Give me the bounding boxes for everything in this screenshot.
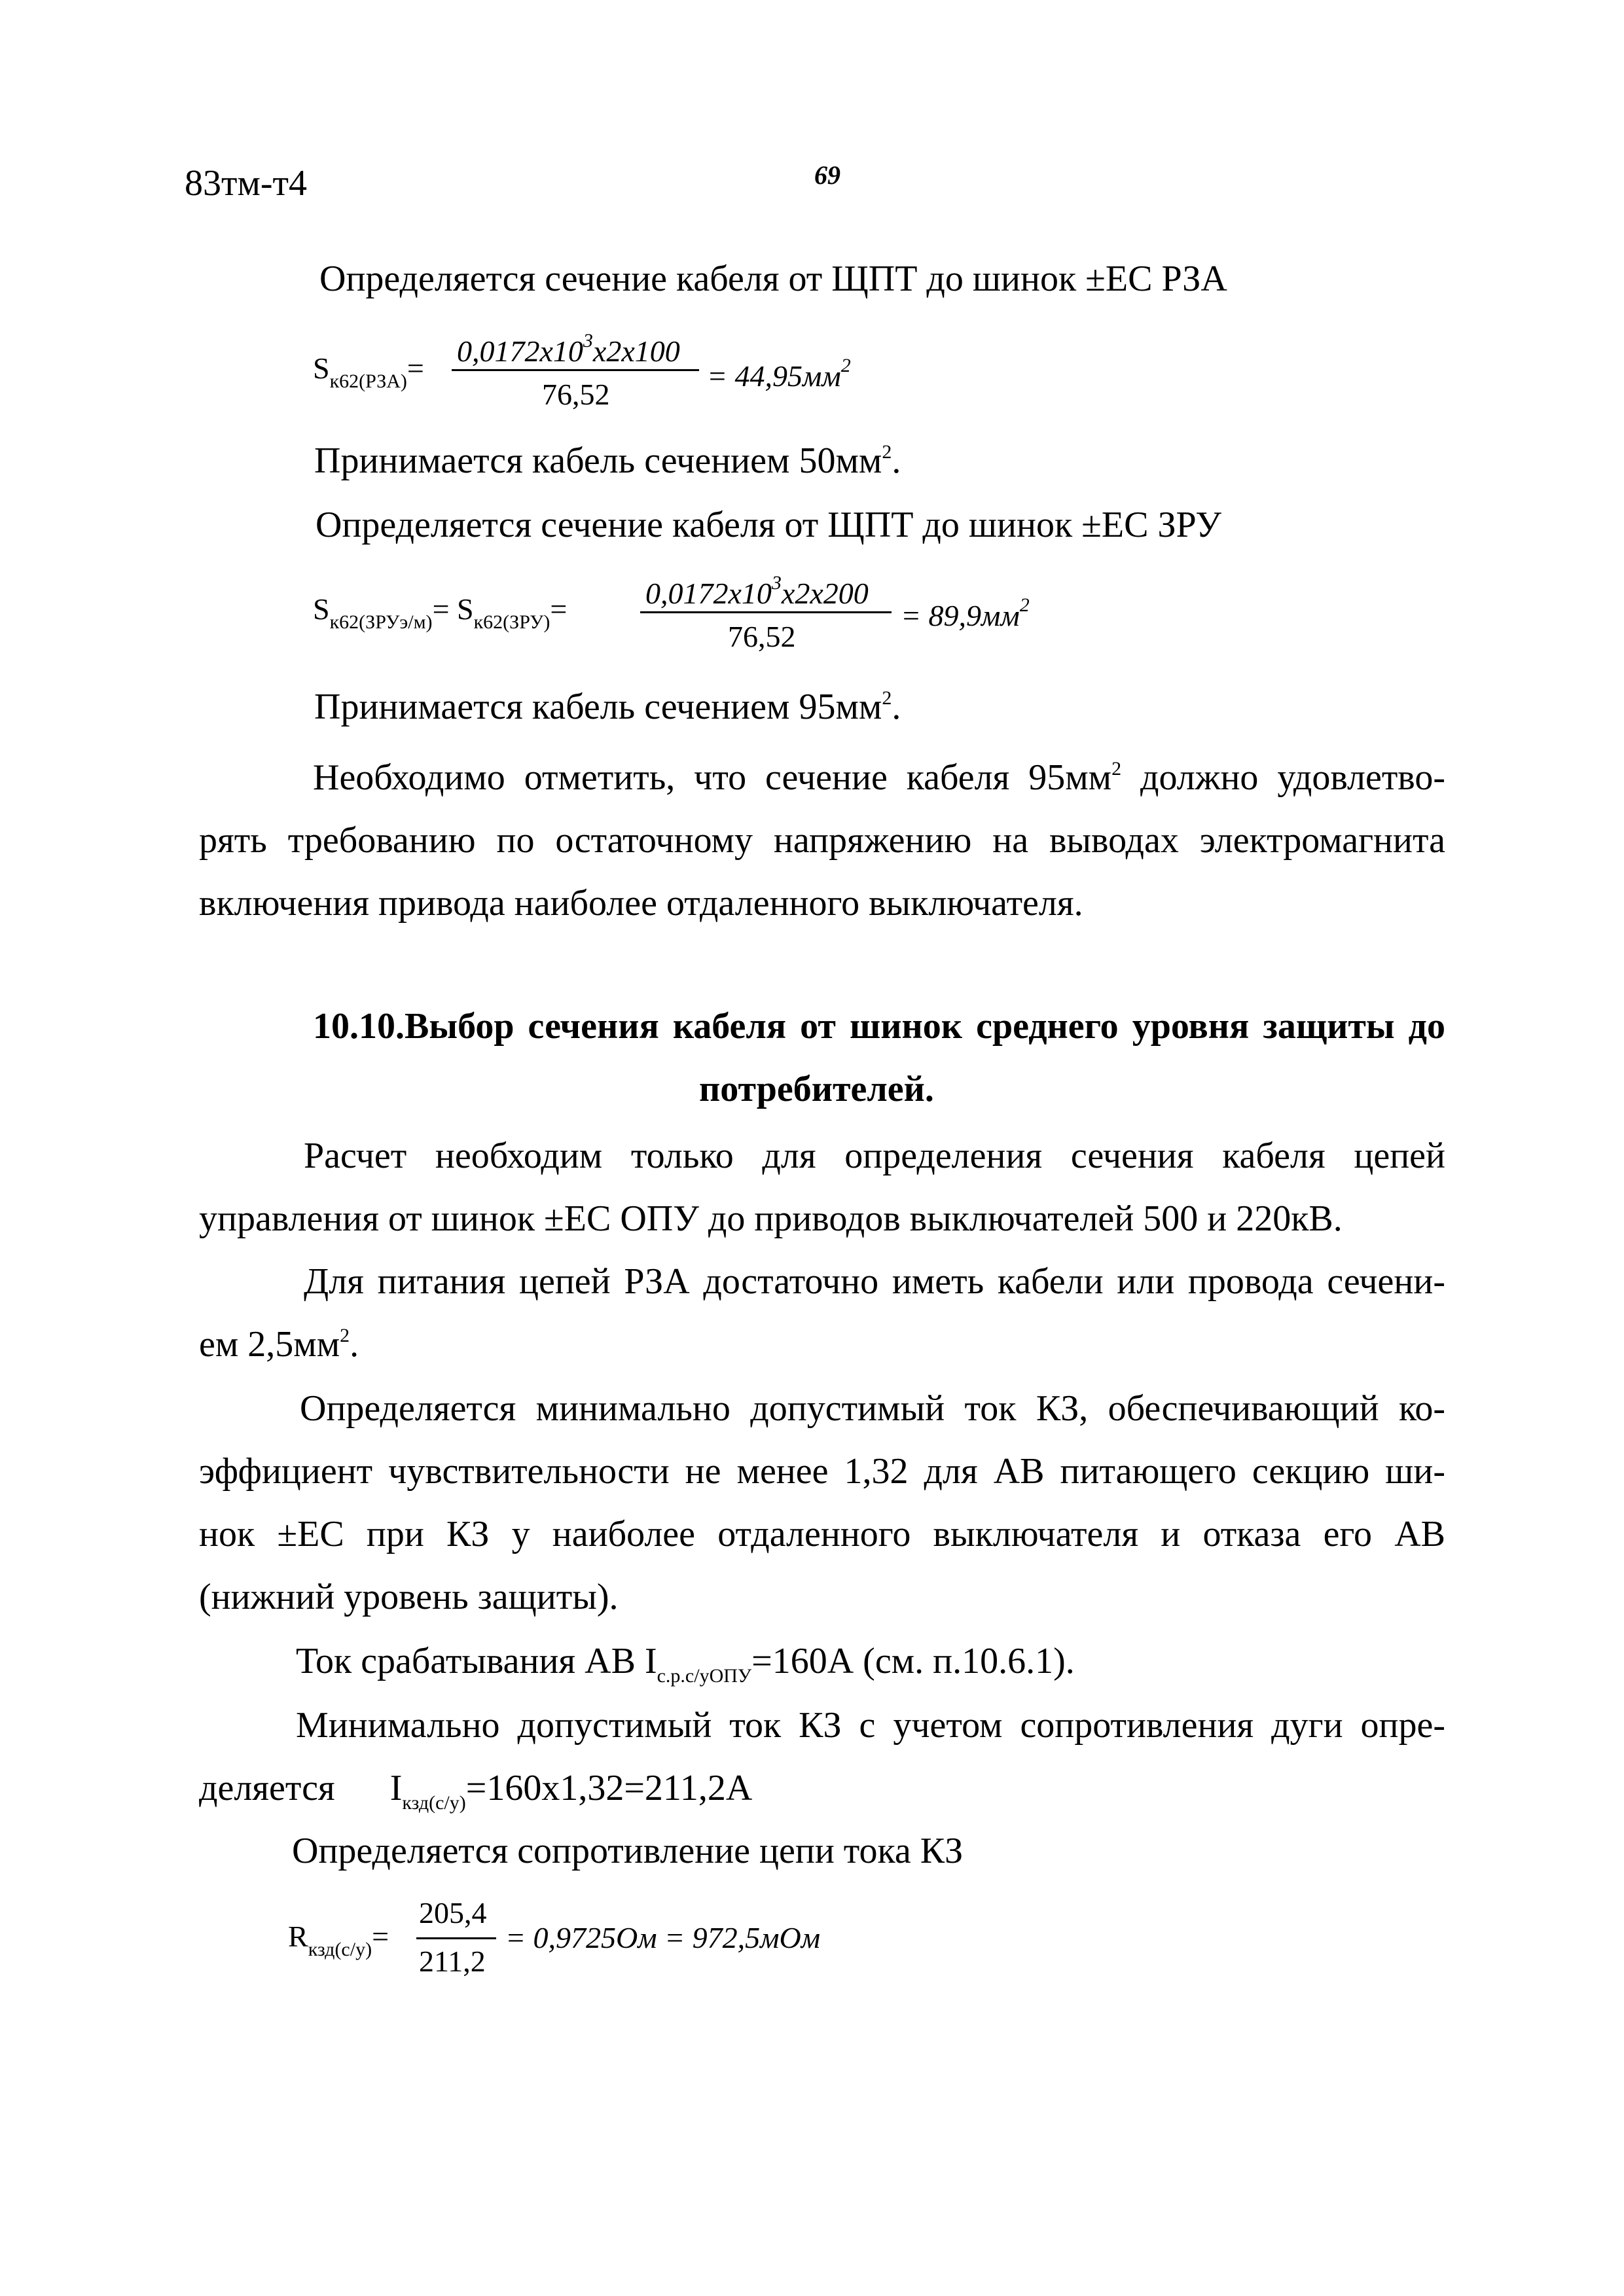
- trip-current-line: [296, 1643, 1075, 1686]
- section-title-line-2: потребителей.: [699, 1069, 934, 1109]
- f2-accepted-exp: 2: [882, 687, 892, 709]
- f2-accepted: [314, 689, 901, 725]
- min-current-subscript: кзд(с/у): [402, 1792, 466, 1814]
- document-code: 83тм-т4: [185, 163, 308, 204]
- f1-accepted: [314, 442, 901, 479]
- f2-result-value: = 89,9мм: [901, 599, 1020, 632]
- min-current-text: деляется: [199, 1768, 335, 1808]
- f1-result: [707, 356, 851, 391]
- note-line-1-exp: 2: [1111, 758, 1122, 780]
- rza-line-2-end: .: [350, 1324, 359, 1365]
- f1-lhs-subscript: к62(РЗА): [329, 370, 407, 392]
- f1-fraction-bar: [452, 369, 699, 371]
- trip-current-text-b: =160А (см. п.10.6.1).: [751, 1641, 1075, 1681]
- calc-line-2: управления от шинок ±ЕС ОПУ до приводов выключателей 500 и 220кВ.: [199, 1198, 1343, 1239]
- f2-accepted-text: Принимается кабель сечением 95мм: [314, 687, 882, 727]
- min-current-line-2: [199, 1770, 752, 1813]
- page-number: 69: [814, 160, 840, 190]
- f2-result: [901, 596, 1030, 631]
- rza-line-2-exp: 2: [340, 1325, 350, 1346]
- min-current-line-1: Минимально допустимый ток КЗ с учетом сопротивления дуги опре-: [296, 1705, 1445, 1746]
- f3-lhs-eq: =: [372, 1920, 389, 1953]
- kz-line-1: Определяется минимально допустимый ток КЗ, обеспечивающий ко-: [300, 1388, 1445, 1429]
- f2-numerator: [645, 573, 869, 609]
- f1-result-exp: 2: [840, 355, 851, 376]
- f2-result-exp: 2: [1019, 594, 1030, 616]
- section-title-line-1: 10.10.Выбор сечения кабеля от шинок среднего уровня защиты до: [313, 1006, 1445, 1047]
- f1-lhs-symbol: S: [313, 351, 330, 385]
- f2-intro: Определяется сечение кабеля от ЩПТ до шинок ±ЕС ЗРУ: [316, 505, 1221, 545]
- f3-lhs-symbol: R: [288, 1920, 308, 1953]
- f2-lhs2-symbol: S: [457, 592, 474, 626]
- f1-lhs-eq: =: [406, 351, 424, 385]
- f3-fraction-bar: [416, 1937, 496, 1939]
- f1-intro: Определяется сечение кабеля от ЩПТ до шинок ±ЕС РЗА: [319, 259, 1227, 299]
- calc-line-1: Расчет необходим только для определения сечения кабеля цепей: [304, 1136, 1445, 1176]
- f3-numerator: 205,4: [419, 1896, 487, 1929]
- f1-num-a: 0,0172x10: [457, 334, 583, 368]
- f2-denominator: 76,52: [728, 620, 796, 653]
- f2-lhs: [313, 594, 567, 632]
- kz-line-3: нок ±ЕС при КЗ у наиболее отдаленного выключателя и отказа его АВ: [199, 1514, 1445, 1554]
- rza-line-2: [199, 1326, 359, 1363]
- note-line-1: [313, 759, 1445, 796]
- note-line-3: включения привода наиболее отдаленного выключателя.: [199, 883, 1083, 924]
- rza-line-2-text: ем 2,5мм: [199, 1324, 340, 1365]
- f2-fraction-bar: [640, 611, 892, 613]
- f2-accepted-end: .: [892, 687, 901, 727]
- f2-num-exp: 3: [771, 572, 782, 594]
- kz-line-2: эффициент чувствительности не менее 1,32 для АВ питающего секцию ши-: [199, 1451, 1445, 1492]
- note-line-1a: Необходимо отметить, что сечение кабеля 95мм: [313, 757, 1112, 798]
- resistance-intro: Определяется сопротивление цепи тока КЗ: [292, 1831, 964, 1871]
- f3-denominator: 211,2: [419, 1945, 486, 1978]
- f2-num-a: 0,0172x10: [645, 577, 772, 610]
- rza-line-1: Для питания цепей РЗА достаточно иметь кабели или провода сечени-: [304, 1261, 1445, 1302]
- trip-current-subscript: с.р.с/уОПУ: [657, 1665, 752, 1687]
- kz-line-4: (нижний уровень защиты).: [199, 1577, 619, 1617]
- f1-denominator: 76,52: [542, 378, 610, 411]
- f1-accepted-exp: 2: [882, 441, 892, 463]
- f1-num-exp: 3: [583, 330, 593, 351]
- f2-lhs2-eq: =: [550, 592, 568, 626]
- f1-accepted-end: .: [892, 440, 901, 481]
- f2-lhs1-symbol: S: [313, 592, 330, 626]
- f1-numerator: [457, 331, 680, 367]
- trip-current-text-a: Ток срабатывания АВ I: [296, 1641, 657, 1681]
- f2-lhs1-eq: =: [432, 592, 450, 626]
- note-line-2: рять требованию по остаточному напряжению на выводах электромагнита: [199, 820, 1445, 861]
- f1-result-value: = 44,95мм: [707, 359, 841, 393]
- f2-num-b: x2x200: [781, 577, 869, 610]
- f3-lhs-subscript: кзд(с/у): [308, 1939, 372, 1960]
- f3-lhs: [288, 1922, 389, 1960]
- f1-accepted-text: Принимается кабель сечением 50мм: [314, 440, 882, 481]
- f1-lhs: [313, 353, 424, 391]
- f3-result: = 0,9725Ом = 972,5мОм: [505, 1921, 821, 1954]
- f2-lhs1-subscript: к62(ЗРУэ/м): [329, 611, 433, 633]
- min-current-value: =160х1,32=211,2А: [465, 1768, 753, 1808]
- note-line-1b: должно удовлетво-: [1121, 757, 1445, 798]
- f1-num-b: x2x100: [592, 334, 680, 368]
- min-current-symbol: I: [389, 1768, 403, 1808]
- f2-lhs2-subscript: к62(ЗРУ): [473, 611, 550, 633]
